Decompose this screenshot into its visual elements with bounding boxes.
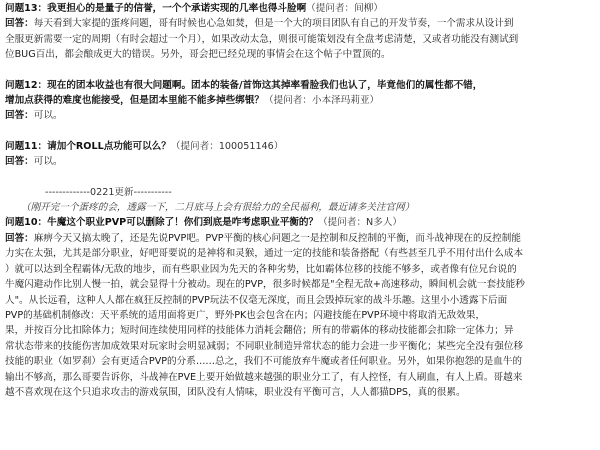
question-line	[5, 215, 595, 230]
update-note: （刚开完一个蛋疼的会，透露一下，二月底马上会有很给力的全民福利，最近请多关注官网）	[21, 202, 415, 214]
qa-block-10	[5, 215, 595, 400]
answer-text-line: 越不喜欢现在这个只追求攻击的游戏氛围，团队没有人情味，职业没有平衡可言，人人都猫DPS，真的很累。	[5, 386, 466, 398]
answer-label: 回答：	[5, 18, 34, 30]
question-text: 我更担心的是量子的信誉，一个个承诺实现的几率也得斗脸啊	[47, 3, 307, 14]
question-line	[5, 139, 595, 154]
question-label: 问题10：	[5, 217, 48, 229]
answer-line	[5, 108, 595, 123]
question-text: 请加个ROLL点功能可以么？	[47, 140, 171, 152]
answer-label: 回答：	[5, 156, 34, 168]
answer-text-line: 麻痹今天又搞太晚了，还是先说PVP吧。PVP平衡的核心问题之一是控制和反控制的平衡，而斗战神现在的反控制能	[33, 232, 521, 244]
answer-label: 回答：	[5, 110, 34, 122]
answer-text-line: 全服更新需要一定的周期（有时会超过一个月），如果改动太急，则很可能策划没有全盘考虑清楚，又或者功能没有测试到	[5, 33, 519, 45]
answer-label: 回答：	[5, 232, 34, 244]
answer-text-line: 果，并按百分比扣除体力；短时间连续使用同样的技能体力消耗会翻倍；所有的带霸体的移动技能都会扣除一定体力；异	[5, 325, 514, 337]
question-text: 牛魔这个职业PVP可以删除了！你们到底是咋考虑职业平衡的？	[47, 217, 319, 229]
answer-text-line: 常状态带来的技能伤害加成效果对玩家时会明显减弱；不同职业制造异常状态的能力会进一步平衡化；某些完全没有强位移	[5, 340, 524, 352]
answer-text: 可以。	[33, 110, 63, 122]
asker: （提问者：100051146）	[170, 140, 284, 152]
answer-text-line: 位BUG百出，都会酿成更大的错误。另外，哥会把已经兑现的事情会在这个帖子中置顶的。	[5, 49, 391, 61]
question-text-line: 问题12：现在的团本收益也有很大问题啊。团本的装备/首饰这其掉率看脸我们也认了，毕竟他们的属性都不错，	[5, 79, 483, 91]
asker: （提问者：小本泽玛莉亚）	[264, 95, 380, 107]
qa-block-12	[5, 78, 595, 124]
answer-text: 可以。	[33, 156, 63, 168]
qa-block-11	[5, 139, 595, 170]
answer-text-line: 每天看到大家提的蛋疼问题，哥有时候也心急如焚，但是一个大的项目团队有自己的开发节奏，一个需求从设计到	[33, 18, 514, 30]
update-divider: -------------0221更新-----------	[45, 186, 172, 198]
question-text-line: 增加点获得的难度也能接受，但是团本里能不能多掉些绑银？	[5, 95, 265, 107]
asker: （提问者：N多人）	[318, 217, 403, 229]
question-line	[5, 1, 595, 16]
answer-text-line: 输出不够高，那么哥要告诉你，斗战神在PVE上要开始做越来越强的职业分工了，有人控怪，有人刷血，有人上盾。哥越来	[5, 371, 523, 383]
question-label: 问题13：	[5, 3, 48, 14]
asker: （提问者：间柳）	[306, 3, 383, 14]
answer-text-line: 人"。从长远看，这种人人都在疯狂反控制的PVP玩法不仅毫无深度，而且会毁掉玩家的战斗乐趣。这里小小透露下后面	[5, 294, 508, 306]
answer-text-line: 牛魔闪避动作比别人慢一拍，就会显得十分被动。现在的PVP，很多时候都是"全程无敌+高速移动，瞬间机会就一套技能秒	[5, 279, 525, 291]
answer-text-line: 力实在太强，尤其是部分职业，好吧哥要说的是神将和灵猴，通过一定的技能和装备搭配（有些甚至几乎不用付出什么成本	[5, 248, 524, 260]
answer-text-line: ）就可以达到全程霸体/无敌的地步，而有些职业因为先天的各种劣势，比如霸体位移的技能不够多，或者像有位兄台说的	[5, 263, 517, 275]
qa-block-13	[5, 1, 595, 63]
question-label: 问题11：	[5, 140, 48, 152]
answer-line	[5, 16, 595, 31]
answer-text-line: PVP的基础机制修改：天平系统的适用面将更广，野外PK也会包含在内；闪避技能在PVP环境中将取消无敌效果，	[5, 309, 486, 321]
answer-line	[5, 154, 595, 169]
answer-text-line: 技能的职业（如罗刹）会有更适合PVP的分系……总之，我们不可能放弃牛魔或者任何职业。另外，如果你抱怨的是血牛的	[5, 356, 523, 368]
answer-line	[5, 231, 595, 246]
